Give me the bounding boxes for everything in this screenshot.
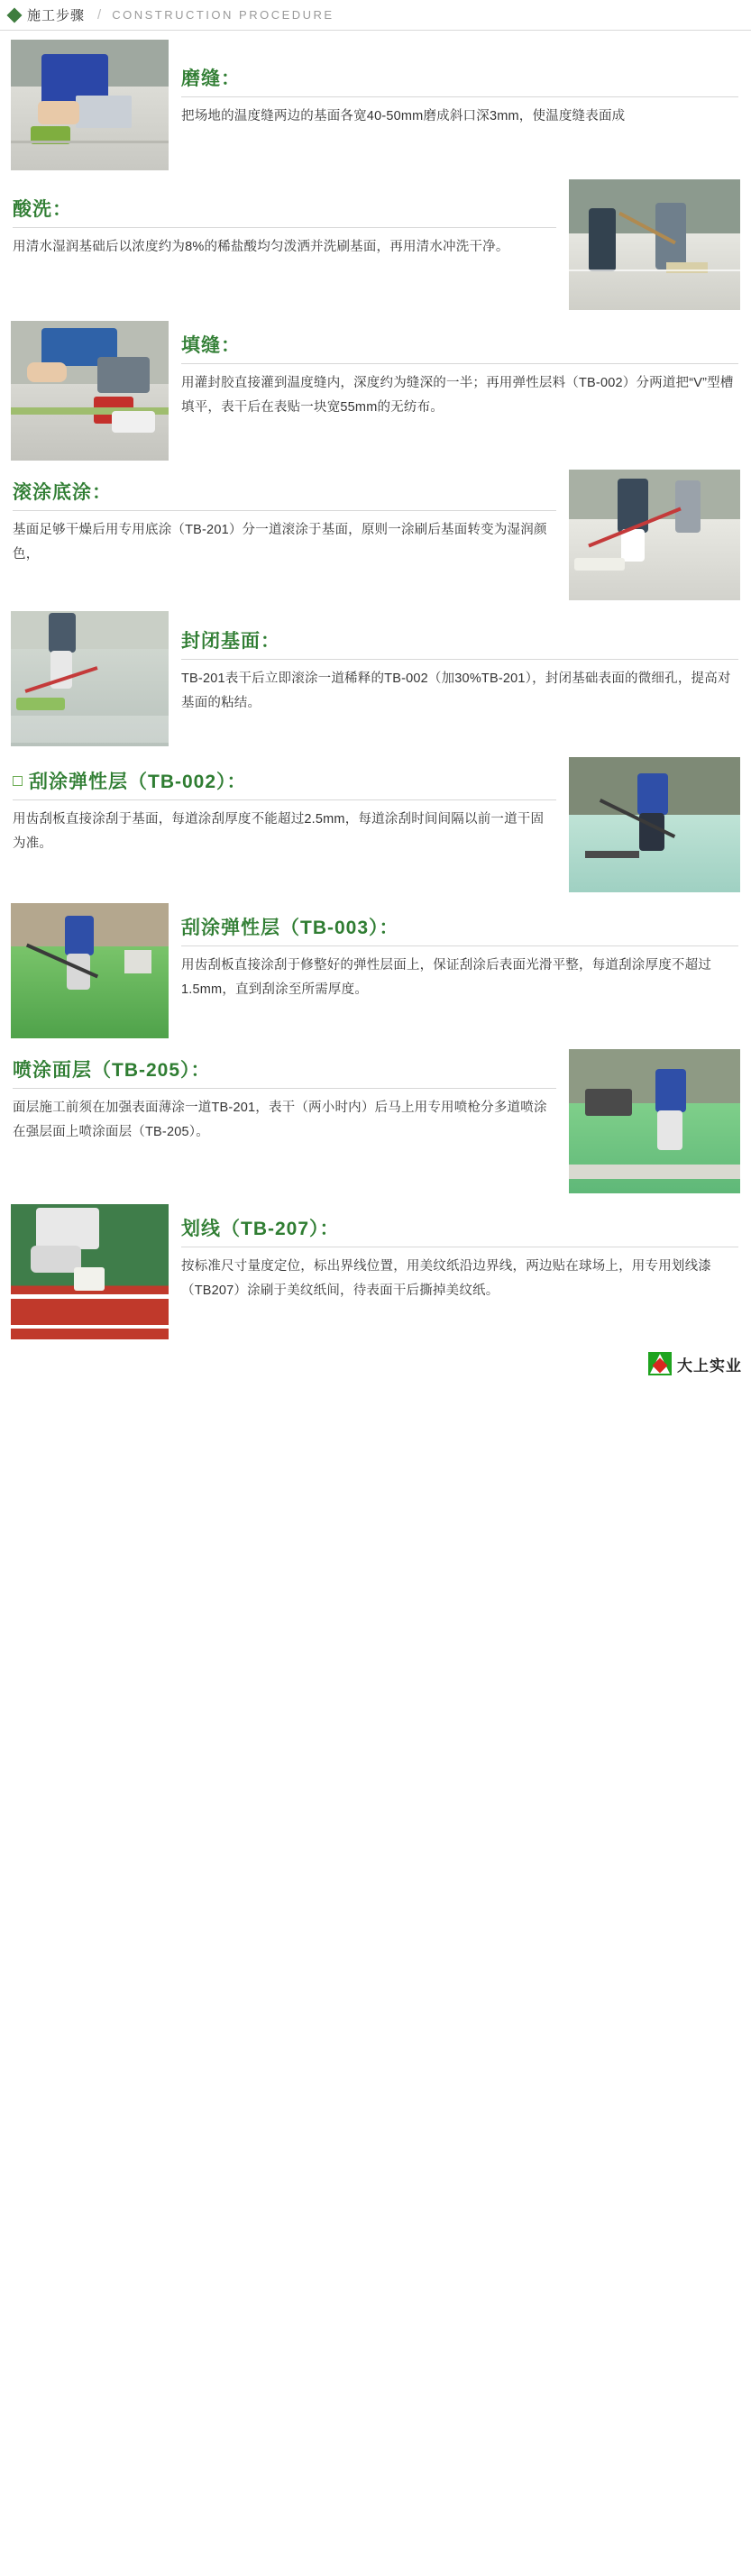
page-subtitle: CONSTRUCTION PROCEDURE (112, 8, 334, 22)
section-body-pentu-tb205: 面层施工前须在加强表面薄涂一道TB-201，表干（两小时内）后马上用专用喷枪分多道喷涂在强层面上喷涂面层（TB-205）。 (13, 1101, 547, 1140)
title-text: 刮涂弹性层（TB-002）： (29, 772, 247, 792)
page-title: 施工步骤 (27, 8, 86, 23)
page-header (0, 0, 751, 31)
photo-mofeng (11, 40, 169, 170)
section-body-fengbi-jimian: TB-201表干后立即滚涂一道稀释的TB-002（加30%TB-201），封闭基础表面的微细孔，提高对基面的粘结。 (181, 671, 731, 711)
title-rule (13, 1088, 556, 1089)
section-suanxi (0, 170, 751, 310)
section-title-pentu-tb205: 喷涂面层（TB-205）： (13, 1060, 211, 1081)
section-title-suanxi: 酸洗： (13, 199, 72, 220)
section-pentu-tb205 (0, 1038, 751, 1193)
section-body-guatu-tb002: 用齿刮板直接涂刮于基面，每道涂刮厚度不能超过2.5mm，每道涂刮时间间隔以前一道干固为准。 (13, 812, 545, 852)
section-title-tianfeng: 填缝： (181, 335, 241, 356)
section-body-tianfeng: 用灌封胶直接灌到温度缝内，深度约为缝深的一半；再用弹性层料（TB-002）分两道把“V”型槽填平，表干后在表贴一块宽55mm的无纺布。 (181, 376, 734, 416)
photo-fengbi-jimian (11, 611, 169, 746)
section-title-guatu-tb002 (13, 770, 556, 794)
square-bullet-icon (13, 776, 23, 786)
title-rule (181, 659, 738, 660)
photo-suanxi (569, 179, 740, 310)
logo-mark-icon (648, 1352, 672, 1375)
photo-guntu-ditu (569, 470, 740, 600)
photo-huaxian-tb207 (11, 1204, 169, 1339)
section-body-guatu-tb003: 用齿刮板直接涂刮于修整好的弹性层面上，保证刮涂后表面光滑平整，每道刮涂厚度不超过1.5mm，直到刮涂至所需厚度。 (181, 958, 711, 998)
section-title-fengbi-jimian: 封闭基面： (181, 631, 280, 652)
section-mofeng (0, 31, 751, 170)
section-title-mofeng: 磨缝： (181, 69, 241, 89)
section-guatu-tb002 (0, 746, 751, 892)
section-body-mofeng: 把场地的温度缝两边的基面各宽40-50mm磨成斜口深3mm，使温度缝表面成 (181, 109, 626, 124)
section-body-huaxian-tb207: 按标准尺寸量度定位，标出界线位置，用美纹纸沿边界线，两边贴在球场上，用专用划线漆（TB207）涂刷于美纹纸间，待表面干后撕掉美纹纸。 (181, 1259, 711, 1299)
title-separator: / (97, 7, 102, 23)
diamond-bullet-icon (7, 7, 23, 23)
section-guntu-ditu (0, 461, 751, 600)
title-rule (181, 363, 738, 364)
company-logo (648, 1352, 742, 1375)
section-body-guntu-ditu: 基面足够干燥后用专用底涂（TB-201）分一道滚涂于基面，原则一涂刷后基面转变为湿润颜色， (13, 523, 547, 562)
photo-tianfeng (11, 321, 169, 461)
photo-pentu-tb205 (569, 1049, 740, 1193)
title-rule (13, 799, 556, 800)
section-tianfeng (0, 310, 751, 461)
section-body-suanxi: 用清水湿润基础后以浓度约为8%的稀盐酸均匀泼洒并洗刷基面，再用清水冲洗干净。 (13, 240, 509, 255)
title-rule (181, 945, 738, 946)
section-title-guntu-ditu: 滚涂底涂： (13, 482, 112, 503)
section-guatu-tb003 (0, 892, 751, 1038)
section-title-huaxian-tb207: 划线（TB-207）： (181, 1219, 340, 1239)
section-fengbi-jimian (0, 600, 751, 746)
title-rule (13, 510, 556, 511)
title-rule (181, 96, 738, 97)
section-title-guatu-tb003: 刮涂弹性层（TB-003）： (181, 918, 399, 938)
photo-guatu-tb002 (569, 757, 740, 892)
photo-guatu-tb003 (11, 903, 169, 1038)
brand-name: 大上实业 (677, 1357, 742, 1375)
title-rule (13, 227, 556, 228)
section-huaxian-tb207 (0, 1193, 751, 1339)
page-footer (0, 1339, 751, 1381)
